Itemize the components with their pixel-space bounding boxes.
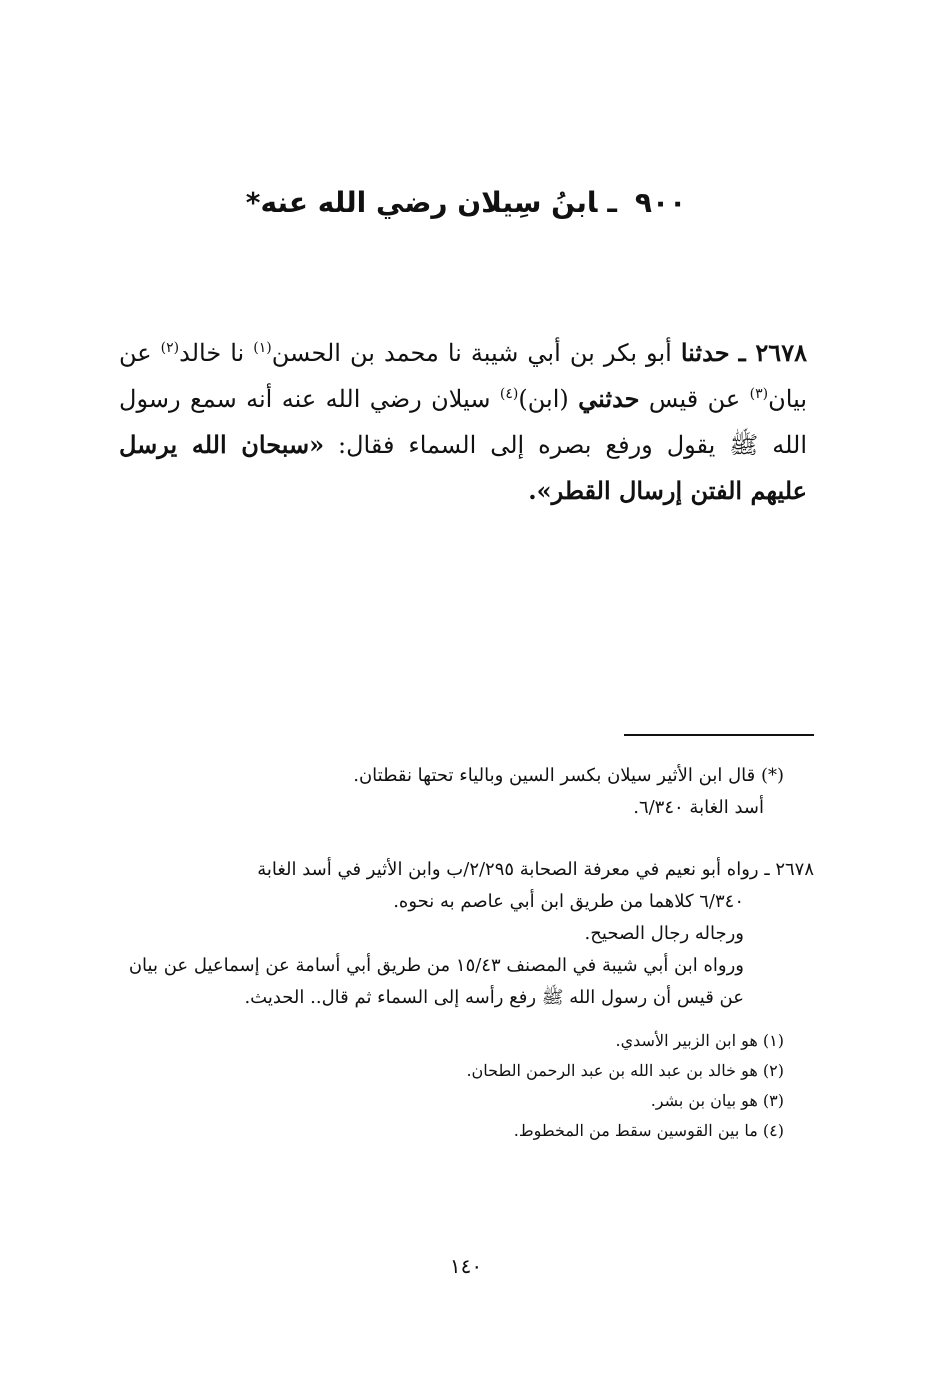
hadith-text <box>119 330 807 514</box>
hadith-chain-1: أبو بكر بن أبي شيبة نا محمد بن الحسن <box>271 339 672 367</box>
hadith-chain-5: (ابن) <box>518 385 569 413</box>
hadith-chain-2: نا خالد <box>179 339 245 367</box>
footnote-ref-2: (٢) <box>160 340 180 356</box>
chapter-separator: ـ <box>607 186 617 219</box>
footnote-item-2: (٢) هو خالد بن عبد الله بن عبد الرحمن الطحان. <box>466 1061 784 1080</box>
footnote-gap <box>124 824 814 854</box>
footnote-item-4: (٤) ما بين القوسين سقط من المخطوط. <box>513 1121 784 1140</box>
takhrij-line-4: ورواه ابن أبي شيبة في المصنف ١٥/٤٣ من طريق أبي أسامة عن إسماعيل عن بيان عن قيس أن رسول الله ﷺ رفع رأسه إلى السماء ثم قال.. الحديث. <box>128 955 744 1008</box>
footnote-ref-3: (٣) <box>749 386 769 402</box>
takhrij-line-3: ورجاله رجال الصحيح. <box>584 923 744 944</box>
hadith-chain-3: عن بيان <box>119 339 807 413</box>
footnote-divider <box>624 734 814 736</box>
footnote-hadith-takhrij <box>124 854 814 1014</box>
chapter-title: ابنُ سِيلان رضي الله عنه* <box>245 186 598 219</box>
footnote-item-3: (٣) هو بيان بن بشر. <box>650 1091 784 1110</box>
hadith-lead-word: حدثنا <box>680 338 730 367</box>
page-number: ١٤٠ <box>449 1254 483 1278</box>
hadith-chain-4: عن قيس <box>648 385 741 413</box>
hadith-narration-word: حدثني <box>578 384 640 413</box>
footnote-star: (*) قال ابن الأثير سيلان بكسر السين وبالياء تحتها نقطتان. <box>353 765 784 786</box>
chapter-number: ٩٠٠ <box>634 186 687 219</box>
hadith-quote: «سبحان الله يرسل عليهم الفتن إرسال القطر». <box>119 430 807 505</box>
footnote-ref-1: (١) <box>253 340 272 356</box>
chapter-heading <box>0 186 932 219</box>
footnotes-section <box>124 760 814 1146</box>
footnote-item-1: (١) هو ابن الزبير الأسدي. <box>615 1031 784 1050</box>
takhrij-line-1: ٢٦٧٨ ـ رواه أبو نعيم في معرفة الصحابة ٢/٢٩٥/ب وابن الأثير في أسد الغابة <box>257 859 814 880</box>
hadith-number: ٢٦٧٨ ـ <box>738 338 807 367</box>
takhrij-line-2: ٦/٣٤٠ كلاهما من طريق ابن أبي عاصم به نحوه. <box>393 891 744 912</box>
footnote-ref-4: (٤) <box>499 386 519 402</box>
hadith-paragraph <box>119 330 807 514</box>
numbered-footnotes <box>124 1026 814 1146</box>
footnote-star-source: أسد الغابة ٦/٣٤٠. <box>633 797 764 818</box>
hadith-matn-intro: سيلان رضي الله عنه أنه سمع رسول الله ﷺ يقول ورفع بصره إلى السماء فقال: <box>119 385 807 459</box>
